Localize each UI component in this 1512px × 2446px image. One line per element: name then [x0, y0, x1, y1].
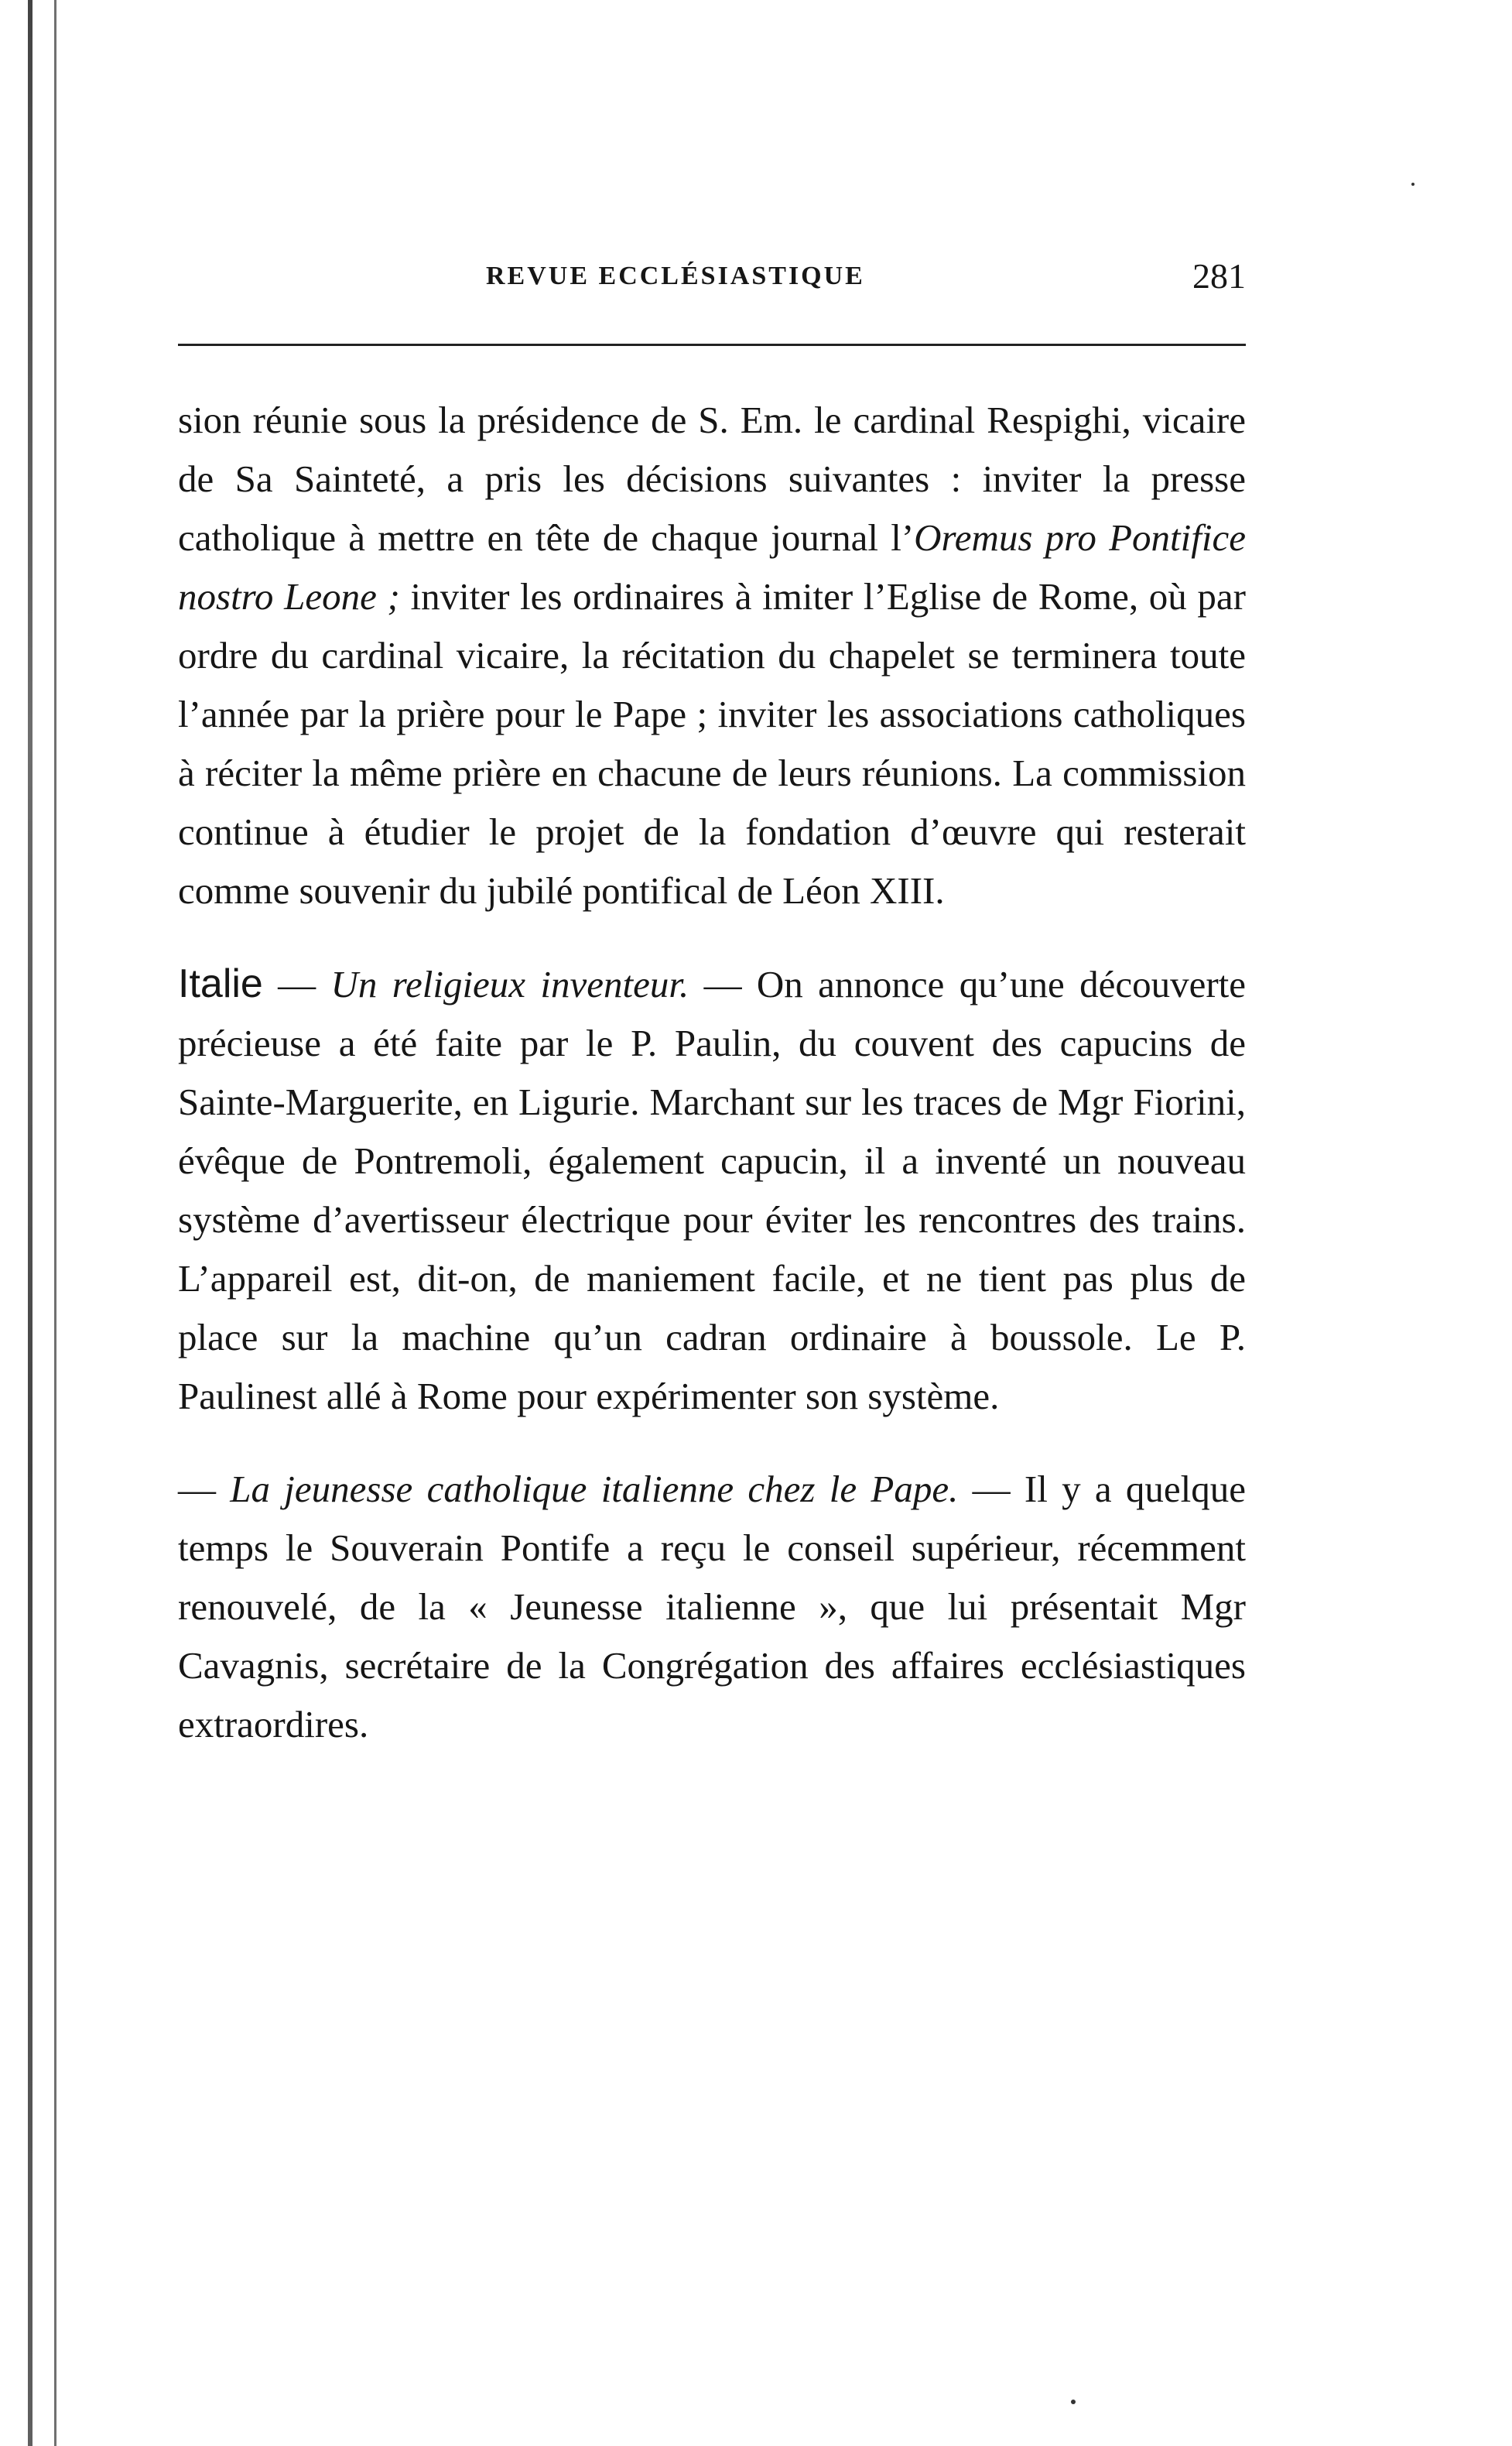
paragraph-text: On annonce qu’une découverte précieuse a été faite par le P. Paulin, du couvent des capucins de Sainte-Marguerite, en Ligurie. Marchant sur les traces de Mgr Fiorini, évêque de Pontremoli, également capucin, il a inventé un nouveau système d’avertisseur électrique pour éviter les rencontres des trains. L’appareil est, dit-on, de maniement facile, et ne tient pas plus de place sur la machine qu’un cadran ordinaire à boussole. Le P. Paulinest allé à Rome pour expérimenter son système. — [178, 963, 1247, 1417]
ink-speck — [1411, 183, 1415, 186]
paragraph-italie — [178, 954, 1246, 1426]
article-title: La jeunesse catholique italienne chez le Pape. — [230, 1468, 959, 1510]
body-text — [178, 391, 1246, 1754]
paragraph-text: inviter les ordinaires à imiter l’Eglise de Rome, où par ordre du cardinal vicaire, la récitation du chapelet se terminera toute l’année par la prière pour le Pape ; inviter les associations catholiques à réciter la même prière en chacune de leurs réunions. La commission continue à étudier le projet de la fondation d’œuvre qui resterait comme souvenir du jubilé pontifical de Léon XIII. — [178, 575, 1246, 912]
paragraph-text: Il y a quelque temps le Souverain Pontife a reçu le conseil supérieur, récemment renouvelé, de la « Jeunesse italienne », que lui présentait Mgr Cavagnis, secrétaire de la Congrégation des affaires ecclésiastiques extraordires. — [178, 1468, 1247, 1745]
paragraph-jeunesse — [178, 1460, 1246, 1754]
section-heading: Italie — [178, 961, 263, 1006]
ink-speck — [1071, 2400, 1076, 2404]
dash: — — [178, 1468, 231, 1510]
dash: — — [262, 963, 331, 1005]
dash: — — [958, 1468, 1025, 1510]
paragraph-text: sion réunie sous la présidence de S. Em. le cardinal Respighi, vicaire de Sa Sainteté, a pris les décisions suivantes : inviter la presse catholique à mettre en tête de chaque journal l’ — [178, 399, 1246, 559]
article-title: Un religieux inventeur. — [330, 963, 689, 1005]
prayer-title: Oremus pro Pontifice nostro Leone ; — [178, 516, 1246, 618]
page-number: 281 — [1192, 256, 1246, 296]
dash: — — [689, 963, 757, 1005]
binding-edge — [28, 0, 32, 2446]
header-rule — [178, 344, 1246, 346]
running-title: REVUE ECCLÉSIASTIQUE — [486, 262, 865, 290]
page-header — [178, 255, 1246, 302]
binding-edge-inner — [54, 0, 56, 2446]
paragraph-commission — [178, 391, 1246, 920]
